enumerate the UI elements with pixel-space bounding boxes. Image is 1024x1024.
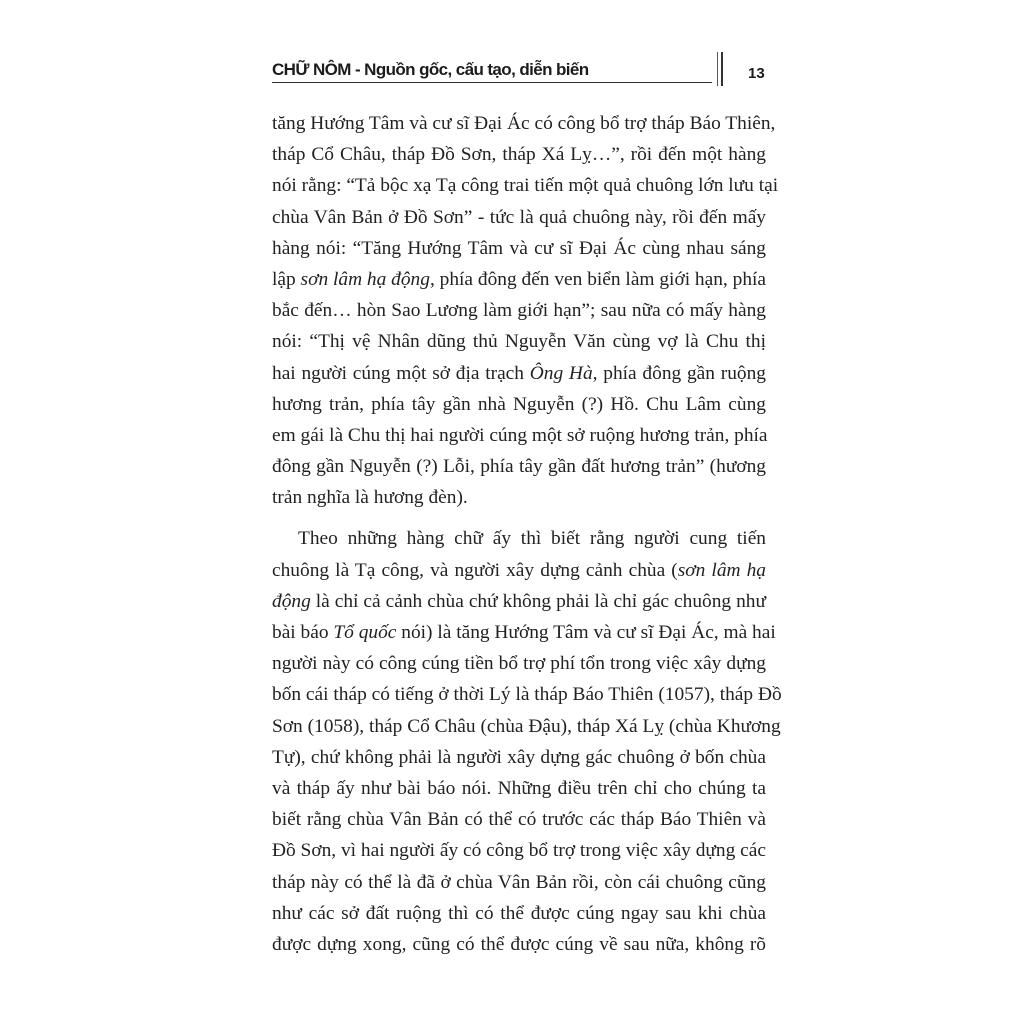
page-number: 13 (748, 65, 765, 82)
text-line: lập sơn lâm hạ động, phía đông đến ven biển làm giới hạn, phía (272, 268, 767, 290)
header-divider (717, 52, 718, 86)
text-line: động là chỉ cả cảnh chùa chứ không phải là chỉ gác chuông như (272, 590, 766, 612)
italic-term: Ông Hà (529, 362, 593, 384)
text-line: trản nghĩa là hương đèn). (272, 487, 468, 509)
text-line: hương trản, phía tây gần nhà Nguyễn (?) Hồ. Chu Lâm cùng (272, 393, 766, 415)
header-rule (272, 82, 712, 83)
text-line: chùa Vân Bản ở Đồ Sơn” - tức là quả chuông này, rồi đến mấy (272, 206, 766, 228)
text-line: em gái là Chu thị hai người cúng một sở ruộng hương trản, phía (272, 424, 768, 446)
text-line: người này có công cúng tiền bổ trợ phí tổn trong việc xây dựng (272, 653, 766, 675)
text-line: tăng Hướng Tâm và cư sĩ Đại Ác có công bổ trợ tháp Báo Thiên, (272, 113, 776, 134)
italic-term: Tổ quốc (333, 622, 397, 643)
paragraph-gap (272, 513, 766, 523)
header-title: CHỮ NÔM - Nguồn gốc, cấu tạo, diễn biến (272, 60, 589, 79)
text-line: tháp này có thể là đã ở chùa Vân Bản rồi, còn cái chuông cũng (272, 871, 766, 893)
text-line: bắc đến… hòn Sao Lương làm giới hạn”; sau nữa có mấy hàng (272, 300, 766, 322)
running-header (272, 60, 712, 84)
text-line: bài báo Tổ quốc nói) là tăng Hướng Tâm và cư sĩ Đại Ác, mà hai (272, 622, 776, 643)
text-line: hàng nói: “Tăng Hướng Tâm và cư sĩ Đại Ác cùng nhau sáng (272, 237, 766, 259)
text-line: Tự), chứ không phải là người xây dựng gác chuông ở bốn chùa (272, 746, 766, 768)
body-text (272, 108, 782, 960)
text-line: nói rằng: “Tả bộc xạ Tạ công trai tiến một quả chuông lớn lưu tại (272, 175, 779, 197)
text-line: chuông là Tạ công, và người xây dựng cảnh chùa (sơn lâm hạ (272, 559, 767, 581)
text-line: được dựng xong, cũng có thể được cúng về sau nữa, không rõ (272, 933, 766, 955)
paragraph-2 (272, 523, 782, 960)
text-line: Đồ Sơn, vì hai người ấy có công bổ trợ trong việc xây dựng các (272, 840, 766, 862)
text-line: Sơn (1058), tháp Cổ Châu (chùa Đậu), tháp Xá Lỵ (chùa Khương (272, 715, 781, 737)
text-line: bốn cái tháp có tiếng ở thời Lý là tháp Báo Thiên (1057), tháp Đồ (272, 684, 782, 706)
text-line: như các sở đất ruộng thì có thể được cúng ngay sau khi chùa (272, 902, 766, 924)
italic-term: sơn lâm hạ (677, 559, 767, 581)
header-divider (721, 52, 723, 86)
text-line: tháp Cổ Châu, tháp Đồ Sơn, tháp Xá Lỵ…”, rồi đến một hàng (272, 144, 766, 166)
text-line: đông gần Nguyễn (?) Lỗi, phía tây gần đất hương trản” (hương (272, 456, 766, 478)
italic-term: sơn lâm hạ động (300, 268, 430, 290)
text-line: nói: “Thị vệ Nhân dũng thủ Nguyễn Văn cùng vợ là Chu thị (272, 331, 766, 353)
italic-term: động (272, 590, 311, 612)
text-line: biết rằng chùa Vân Bản có thể có trước các tháp Báo Thiên và (272, 809, 766, 831)
text-line: và tháp ấy như bài báo nói. Những điều trên chỉ cho chúng ta (272, 777, 766, 799)
paragraph-1 (272, 108, 779, 513)
text-line: Theo những hàng chữ ấy thì biết rằng người cung tiến (298, 528, 766, 550)
text-line: hai người cúng một sở địa trạch Ông Hà, phía đông gần ruộng (272, 362, 766, 384)
